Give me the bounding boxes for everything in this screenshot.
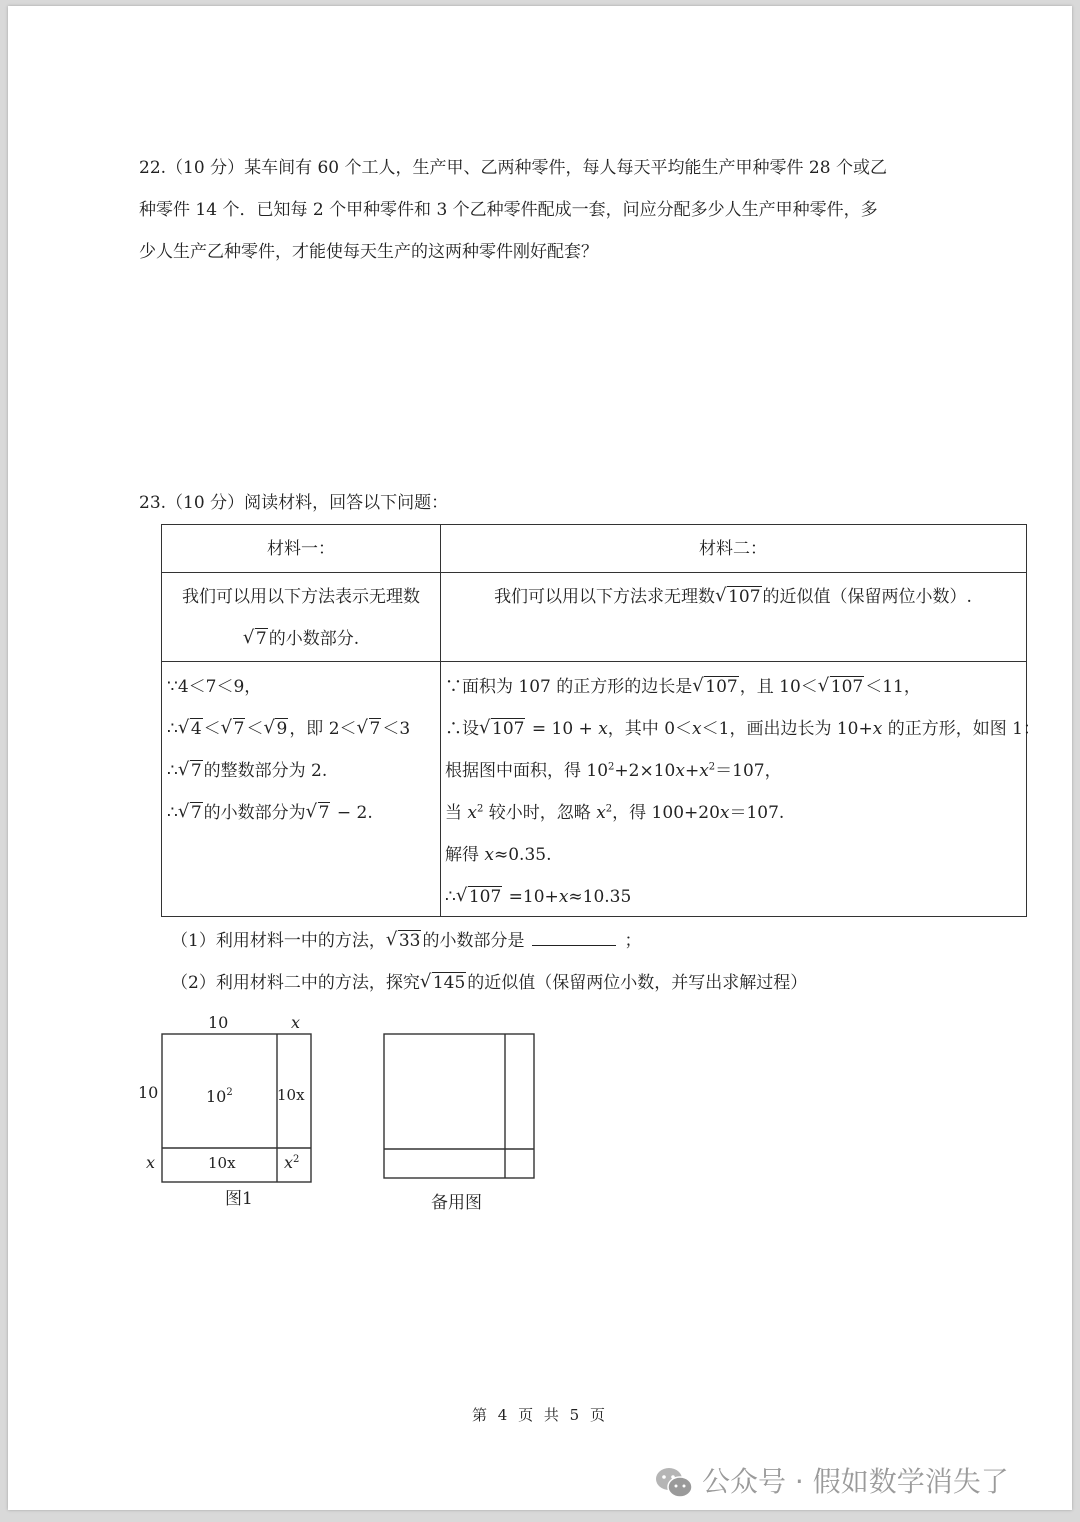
material1-header: 材料一： (267, 539, 335, 559)
m2-step3: 根据图中面积，得 $10^2+2\times 10x+x^2=107$， (445, 761, 782, 781)
m2-step2: ∴设√ 107 = 10 + x，其中 0＜x＜1，画出边长为 10+x 的正方形，如图 1： (445, 718, 1040, 740)
material2-header: 材料二： (699, 539, 767, 559)
exam-page (8, 6, 1072, 1510)
q22-line3: 少人生产乙种零件，才能使每天生产的这两种零件刚好配套？ (139, 242, 598, 262)
m2-step5: 解得 x≈0.35. (445, 845, 552, 865)
backup-figure-diagram (378, 1026, 548, 1226)
fig1-small-square: $x^2$ (284, 1153, 300, 1172)
material1-desc-line2: √ 7 的小数部分. (162, 628, 440, 650)
q22-line1: 22.（10 分）某车间有 60 个工人，生产甲、乙两种零件，每人每天平均能生产甲种零件 28 个或乙 (139, 158, 887, 178)
q22-line2: 种零件 14 个．已知每 2 个甲种零件和 3 个乙种零件配成一套，问应分配多少人生产甲种零件，多 (139, 200, 878, 220)
fig1-top-10: 10 (208, 1013, 229, 1032)
wechat-icon (654, 1466, 694, 1500)
fig1-right-rect: 10x (277, 1086, 305, 1104)
answer-blank[interactable] (532, 929, 616, 946)
m2-step4: 当 $x^2$ 较小时，忽略 $x^2$，得 100+20x＝107. (445, 803, 785, 823)
backup-figure-caption: 备用图 (431, 1193, 482, 1213)
m2-step1: ∵面积为 107 的正方形的边长是√ 107 ，且 10＜√ 107 ＜11， (445, 676, 921, 698)
q23-title: 23.（10 分）阅读材料，回答以下问题： (139, 493, 449, 513)
materials-table (161, 524, 1040, 917)
m1-step4: ∴√ 7 的小数部分为√ 7 − 2. (167, 802, 373, 824)
m1-step3: ∴√ 7 的整数部分为 2. (167, 760, 327, 782)
m1-step1: ∵4＜7＜9， (167, 677, 262, 697)
m2-step6: ∴√ 107 =10+x≈10.35 (445, 886, 631, 908)
fig1-left-x: x (146, 1153, 156, 1172)
fig1-left-10: 10 (138, 1083, 159, 1102)
material2-desc: 我们可以用以下方法求无理数√ 107 的近似值（保留两位小数）. (440, 586, 1026, 608)
watermark: 公众号 · 假如数学消失了 (654, 1460, 1009, 1500)
fig1-caption: 图1 (225, 1189, 253, 1209)
fig1-top-x: x (291, 1013, 301, 1032)
fig1-bottom-rect: 10x (208, 1154, 236, 1172)
q23-part1: （1）利用材料一中的方法，√ 33 的小数部分是 ； (171, 929, 641, 952)
material1-desc-line1: 我们可以用以下方法表示无理数 (182, 587, 420, 607)
m1-step2: ∴√ 4 ＜√ 7 ＜√ 9 ，即 2＜√ 7 ＜3 (167, 718, 410, 740)
fig1-big-square: $10^2$ (206, 1087, 233, 1106)
q23-part2: （2）利用材料二中的方法，探究√ 145 的近似值（保留两位小数，并写出求解过程） (171, 972, 807, 994)
page-footer: 第 4 页 共 5 页 (472, 1406, 608, 1424)
figure-1-diagram (128, 1006, 328, 1216)
